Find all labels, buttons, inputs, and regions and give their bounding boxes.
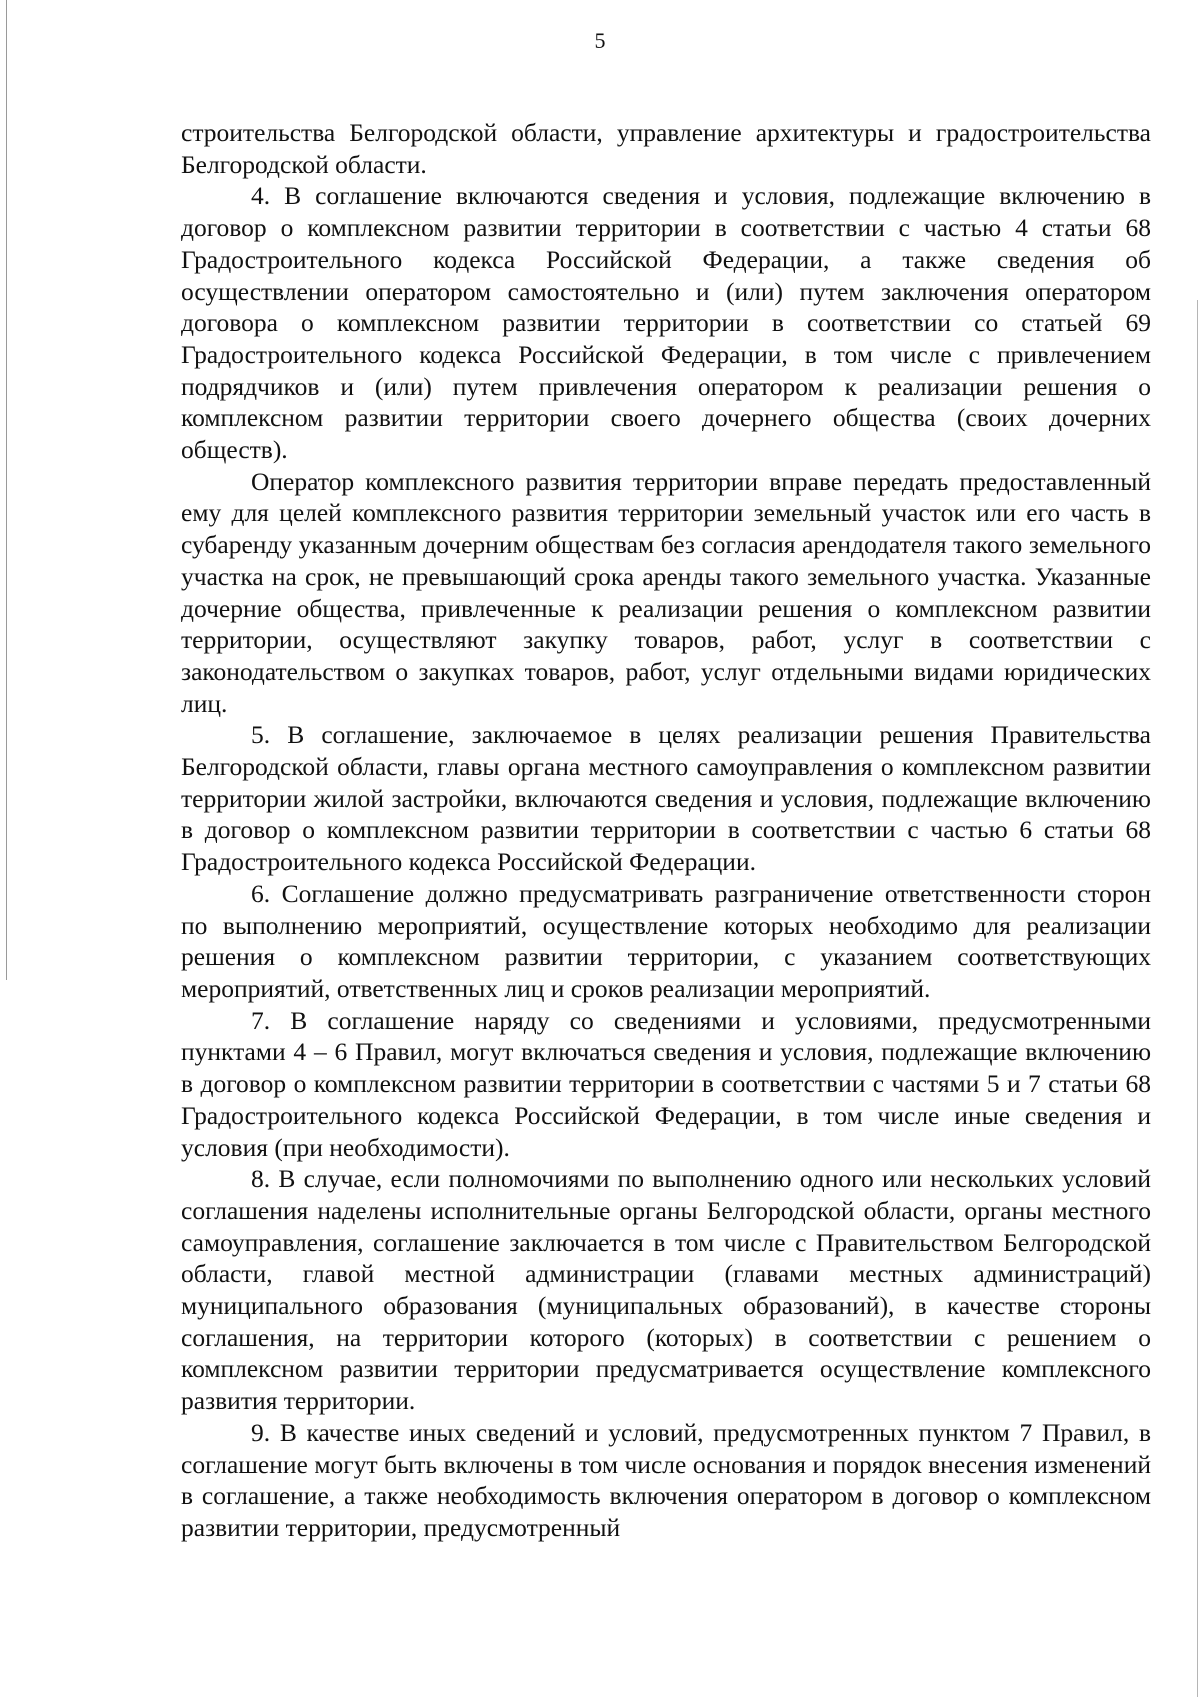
paragraph-item-8: 8. В случае, если полномочиями по выполнению одного или нескольких условий соглашения наделены исполнительные органы Белгородской области, органы местного самоуправления, соглашение заключается в том числе с Правительством Белгородской области, главой местной администрации (главами местных администраций) муниципального образования (муниципальных образований), в качестве стороны соглашения, на территории которого (которых) в соответствии с решением о комплексном развитии территории предусматривается осуществление комплексного развития территории. xyxy=(181,1164,1151,1416)
paragraph-item-9: 9. В качестве иных сведений и условий, предусмотренных пунктом 7 Правил, в соглашение могут быть включены в том числе основания и порядок внесения изменений в соглашение, а также необходимость включения оператором в договор о комплексном развитии территории, предусмотренный xyxy=(181,1417,1151,1542)
paragraph-item-7: 7. В соглашение наряду со сведениями и условиями, предусмотренными пунктами 4 – 6 Правил, могут включаться сведения и условия, подлежащие включению в договор о комплексном развитии территории в соответствии с частями 5 и 7 статьи 68 Градостроительного кодекса Российской Федерации, в том числе иные сведения и условия (при необходимости). xyxy=(181,1005,1151,1162)
scan-edge-left xyxy=(6,0,7,980)
scan-edge-right xyxy=(1197,300,1198,1697)
paragraph-operator-rights: Оператор комплексного развития территории вправе передать предоставленный ему для целей комплексного развития территории земельный участок или его часть в субаренду указанным дочерним обществам без согласия арендодателя такого земельного участка на срок, не превышающий срока аренды такого земельного участка. Указанные дочерние общества, привлеченные к реализации решения о комплексном развитии территории, осуществляют закупку товаров, работ, услуг в соответствии с законодательством о закупках товаров, работ, услуг отдельными видами юридических лиц. xyxy=(181,466,1151,718)
page-number: 5 xyxy=(594,28,606,53)
paragraph-item-5: 5. В соглашение, заключаемое в целях реализации решения Правительства Белгородской области, главы органа местного самоуправления о комплексном развитии территории жилой застройки, включаются сведения и условия, подлежащие включению в договор о комплексном развитии территории в соответствии с частью 6 статьи 68 Градостроительного кодекса Российской Федерации. xyxy=(181,720,1151,877)
document-body xyxy=(181,117,1151,1544)
paragraph-item-4: 4. В соглашение включаются сведения и условия, подлежащие включению в договор о комплексном развитии территории в соответствии с частью 4 статьи 68 Градостроительного кодекса Российской Федерации, а также сведения об осуществлении оператором самостоятельно и (или) путем заключения оператором договора о комплексном развитии территории в соответствии со статьей 69 Градостроительного кодекса Российской Федерации, в том числе с привлечением подрядчиков и (или) путем привлечения оператором к реализации решения о комплексном развитии территории своего дочернего общества (своих дочерних обществ). xyxy=(181,181,1151,465)
paragraph-item-6: 6. Соглашение должно предусматривать разграничение ответственности сторон по выполнению мероприятий, осуществление которых необходимо для реализации решения о комплексном развитии территории, с указанием соответствующих мероприятий, ответственных лиц и сроков реализации мероприятий. xyxy=(181,878,1151,1003)
paragraph-continued: строительства Белгородской области, управление архитектуры и градостроительства Белгородской области. xyxy=(181,118,1151,179)
